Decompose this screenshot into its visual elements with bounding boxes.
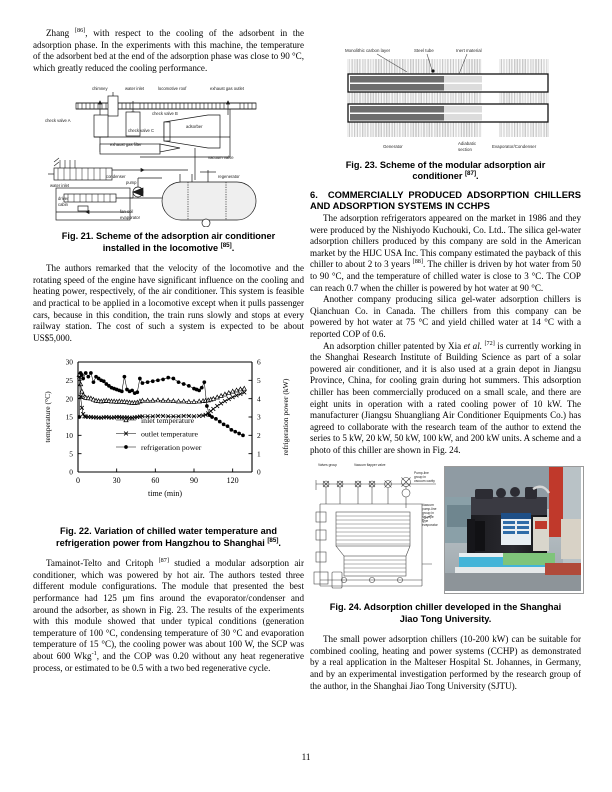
figure-24-photo	[444, 466, 584, 594]
citation-ref: [86]	[74, 26, 86, 34]
figure-23-caption-line1: Fig. 23. Scheme of the modular adsorption air	[345, 160, 546, 170]
label-vacuum-pump-3: group in	[422, 511, 434, 516]
legend-item-refrigeration-power	[116, 443, 202, 452]
svg-text:inlet temperature: inlet temperature	[140, 416, 194, 426]
section-heading-6	[310, 189, 581, 212]
citation-ref-87: [87]	[158, 557, 169, 565]
label-evaporator-condenser: Evaporator/Condenser	[491, 144, 536, 149]
label-chimney: chimney	[91, 86, 108, 92]
para3-part-a: An adsorption chiller patented by Xia	[323, 340, 464, 351]
paragraph-small-power-chillers: The small power adsorption chillers (10-200 kW) can be suitable for combined cooling, heating and power systems (CCHP) as demonstrated by a real application in the Malteser Hospital St. Johannes, in Germany, and by an experimental investigation performed by the research group of the author, in the Shanghai Jiao Tong University (SJTU).	[310, 634, 581, 691]
label-monolithic-carbon-layer: Monolithic carbon layer	[344, 48, 390, 53]
right-column	[310, 28, 581, 692]
label-check-valve-c: check valve C	[127, 128, 154, 134]
figure-24-media	[310, 460, 582, 598]
label-fan-coil-2: evaporator	[119, 215, 140, 221]
svg-text:0: 0	[68, 467, 73, 477]
label-pump: pump	[125, 180, 136, 186]
svg-text:30: 30	[65, 357, 73, 367]
figure-23-caption	[310, 160, 581, 183]
svg-text:refrigeration power: refrigeration power	[140, 443, 201, 453]
svg-text:2: 2	[256, 431, 261, 441]
svg-text:60: 60	[150, 476, 159, 486]
figure-24-caption-line2: Jiao Tong University.	[399, 613, 492, 624]
label-vacuum-pump-1: Vacuum	[422, 503, 434, 508]
label-water-inlet: water inlet	[49, 183, 69, 189]
figure-21-caption-line2: installed in the locomotive	[102, 242, 219, 253]
svg-text:5: 5	[256, 376, 261, 386]
label-regenerator: regenerator	[217, 174, 240, 180]
label-vacuum-pump-6: evaporator	[422, 523, 438, 528]
section-title: COMMERCIALLY PRODUCED ADSORPTION CHILLERS AND ADSORPTION SYSTEMS IN CCHPS	[310, 188, 581, 212]
paragraph-zhang: Zhang [86], with respect to the cooling of the adsorbent in the adsorption phase. In the experiments with this machine, the temperature of the adsorbent bed at the end of the adsorption phase was close to 90 °C, which greatly reduced the cooling performance.	[33, 26, 304, 73]
para3-part-b: is currently working in the Shanghai Research Institute of Building Science as part of a solar powered air conditioner, and it is also used at a grain depot in Jiangsu Province, China, for cooling grain during hot summers. This adsorption chiller has been commercially produced on a small scale, and there are eight units in operation with a rated cooling power of 10 kW. The manufacturer (Jiangsu Shuangliang Air Conditioner Equipments Co.) has agreed to collaborate with the research team of the author to extend the series to 5 kW, 20 kW, 50 kW, 100 kW, and 200 kW units. A scheme and a photo of this chiller are shown in Fig. 24.	[310, 340, 581, 455]
label-exhaust-gas-outlet: exhaust gas outlet	[209, 86, 244, 92]
chiller-photo-svg	[445, 467, 581, 591]
figure-24-caption	[310, 602, 581, 625]
figure-21-caption-ref: [85]	[220, 241, 232, 249]
page-number: 11	[301, 752, 311, 762]
paragraph-authors-remarked: The authors remarked that the velocity of the locomotive and the rotating speed of the engine have significant influence on the cooling and heating power, respectively, of the air conditioner. This system is feasible and practical to be applied in a locomotive except when it pulls passenger cars, because in this condition, the train runs slowly and stops at every railway station. The cost of such a system is expected to be about US$5,000.	[33, 263, 304, 343]
label-pump-line-2: group in	[414, 475, 426, 480]
svg-text:10: 10	[65, 431, 73, 441]
label-locomotive-roof: locomotive roof	[157, 86, 186, 92]
label-vacuum-pump-2: pump-line	[422, 507, 437, 512]
paragraph-xia-chiller	[310, 341, 581, 457]
label-water-inlet-top: water inlet	[124, 86, 144, 92]
svg-text:6: 6	[256, 357, 261, 367]
paragraph-qianchuan: Another company producing silica gel-water adsorption chillers is Qianchuan Co. in Canada. The chillers from this company can be powered by hot water at 75 °C and yield chilled water at 14 °C with a reported COP of 0.6.	[310, 294, 581, 339]
chart-svg	[38, 354, 300, 522]
svg-text:90: 90	[189, 476, 198, 486]
section-number: 6.	[310, 188, 318, 200]
figure-23-caption-end: .	[476, 171, 479, 182]
figure-23-svg	[315, 28, 577, 156]
citation-ref-88: [88]	[412, 258, 423, 266]
svg-text:120: 120	[226, 476, 239, 486]
figure-23-caption-ref: [87]	[465, 170, 477, 178]
figure-24-caption-line1: Fig. 24. Adsorption chiller developed in the Shanghai	[329, 602, 562, 613]
label-condenser: condenser	[105, 174, 126, 180]
figure-22-caption-end: .	[278, 537, 281, 548]
series-inlet-temperature	[77, 373, 246, 405]
figure-21-caption-end: .	[231, 242, 235, 253]
svg-text:3: 3	[256, 412, 261, 422]
label-inert-material: Inert material	[455, 48, 482, 53]
label-fan-coil-1: fan coil	[119, 209, 133, 215]
label-generator: Generator	[382, 144, 403, 149]
label-driver-cabin-2: cabin	[57, 202, 68, 208]
svg-text:20: 20	[65, 394, 73, 404]
label-vacuum-valve: vacuum valve	[207, 155, 234, 161]
label-vacuum-pump-4: flat-pipe	[422, 515, 434, 520]
figure-22-caption	[33, 526, 304, 549]
paragraph-tamainot-telto: Tamainot-Telto and Critoph [87] studied a modular adsorption air conditioner, which was powered by hot air. The authors tested three different module configurations. The module that presented the best performance had 125 µm fins around the evaporator/condenser and around the adsorber, as shown in Fig. 23. The results of the experiments with this module showed that under typical conditions (generation temperature of 100 °C, condensing temperature of 30 °C and evaporation temperature of 15 °C), the cooling power was about 100 W, the SCP was about 600 Wkg$^{-1}$, and the COP was 0.20 without any heat regenerative process, or estimated to be 0.5 with a two bed regenerative cycle.	[33, 557, 304, 673]
figure-22-caption-line1: Fig. 22. Variation of chilled water temperature and	[60, 526, 277, 537]
label-vacuum-flapper-valve: Vacuum flapper valve	[354, 463, 386, 468]
svg-text:0: 0	[256, 467, 261, 477]
para3-et-al: et al.	[463, 340, 483, 351]
label-steel-tube: Steel tube	[413, 48, 434, 53]
label-vacuum-pump-5: type	[422, 519, 429, 524]
svg-text:outlet temperature: outlet temperature	[140, 429, 198, 439]
figure-21-diagram	[40, 82, 298, 227]
label-pump-line-1: Pump-line	[414, 471, 429, 476]
label-valves-group: Valves group	[318, 463, 337, 468]
figure-21-svg	[40, 82, 298, 227]
figure-22-chart	[38, 354, 300, 522]
svg-text:time (min): time (min)	[147, 489, 182, 499]
figure-21-caption-line1: Fig. 21. Scheme of the adsorption air conditioner	[61, 231, 276, 242]
label-adiabatic-2: section	[457, 147, 472, 152]
label-driver-cabin-1: driver	[57, 196, 68, 202]
svg-text:0: 0	[75, 476, 80, 486]
legend-item-outlet-temperature	[116, 430, 198, 439]
figure-22-caption-ref: [85]	[267, 536, 279, 544]
figure-22-caption-line2: refrigeration power from Hangzhou to Shanghai	[56, 537, 265, 548]
label-adsorber: adsorber	[185, 124, 203, 130]
figure-21-caption	[33, 231, 304, 254]
paragraph-nishiyodo: The adsorption refrigerators appeared on the market in 1986 and they were produced by the Nishiyodo Kuchouki, Co. Ltd.. The silica gel-water adsorption chillers produced by this company are sold in the American market by the HIJC USA Inc. This company estimated the payback of this chiller to about 2 to 3 years [88]. The chiller is driven by hot water from 50 to 90 °C, and the temperature of chilled water is close to 3 °C. The COP can reach 0.7 when the chiller is powered by hot water at 90 °C.	[310, 213, 581, 293]
label-check-valve-b: check valve B	[151, 111, 178, 117]
citation-ref-72: [72]	[484, 339, 495, 347]
svg-text:temperature (°C): temperature (°C)	[42, 391, 52, 444]
label-adiabatic-1: Adiabatic	[457, 141, 476, 146]
label-check-valve-a: check valve A	[44, 118, 71, 124]
label-pump-line-3: vacuum cavity	[414, 479, 435, 484]
svg-text:5: 5	[68, 449, 73, 459]
svg-text:30: 30	[112, 476, 121, 486]
svg-text:refrigeration power (kW): refrigeration power (kW)	[280, 378, 290, 456]
label-exhaust-gas-filter: exhaust gas filter	[109, 142, 142, 148]
figure-24-scheme	[310, 460, 442, 598]
svg-text:15: 15	[65, 412, 73, 422]
svg-text:4: 4	[256, 394, 261, 404]
svg-text:1: 1	[256, 449, 261, 459]
left-column	[33, 28, 304, 674]
svg-text:25: 25	[65, 376, 73, 386]
figure-23-diagram	[315, 28, 577, 156]
figure-23-caption-line2: conditioner	[412, 171, 463, 182]
